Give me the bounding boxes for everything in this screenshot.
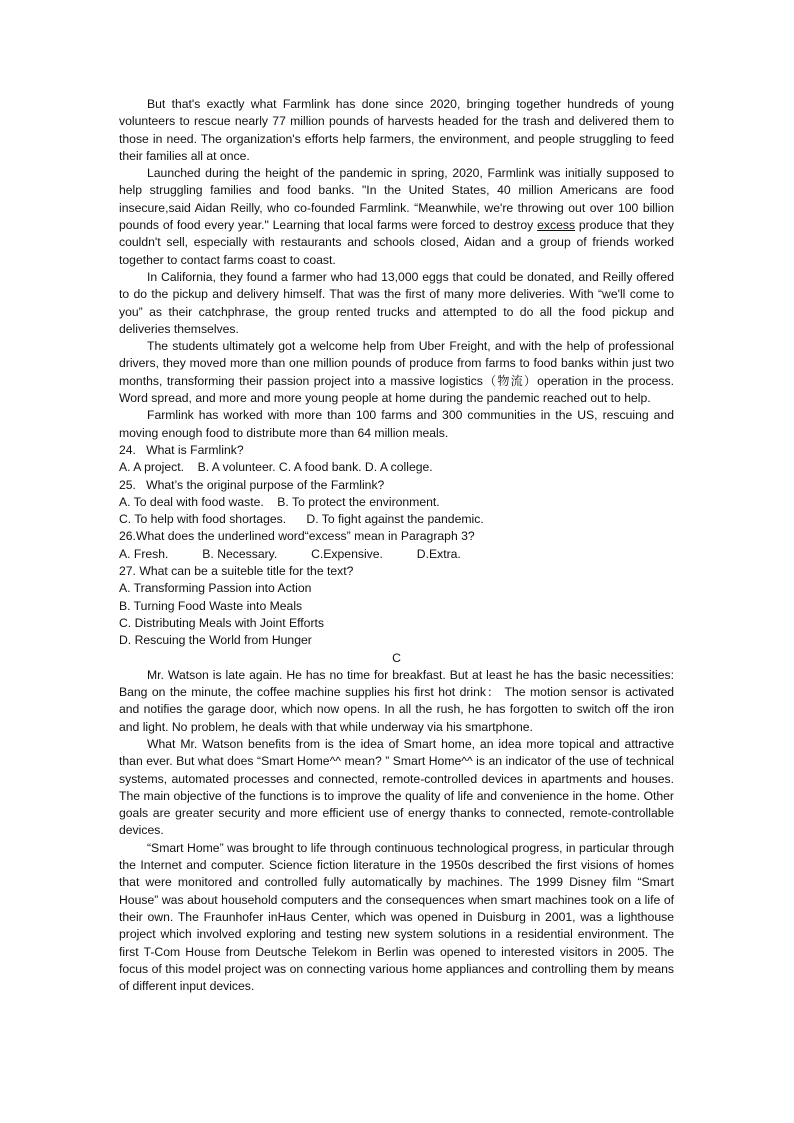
question-25-options-cd: C. To help with food shortages. D. To fight against the pandemic. <box>119 512 484 527</box>
section-c-heading: C <box>392 650 401 665</box>
question-26: 26.What does the underlined word“excess” mean in Paragraph 3? <box>119 529 475 544</box>
question-26-options: A. Fresh. B. Necessary. C.Expensive. D.Extra. <box>119 546 461 561</box>
question-25: 25. What’s the original purpose of the Farmlink? <box>119 477 385 492</box>
passage-b-paragraph-4: The students ultimately got a welcome help from Uber Freight, and with the help of professional drivers, they moved more than one million pounds of produce from farms to food banks within just two months, transforming their passion project into a massive logistics（物流）operation in the process. Word spread, and more and more young people at home during the pandemic reached out to help. <box>119 339 674 406</box>
passage-b-paragraph-3: In California, they found a farmer who had 13,000 eggs that could be donated, and Reilly offered to do the pickup and delivery himself. That was the first of many more deliveries. With “we'll come to you” as their catchphrase, the group rented trucks and attempted to do all the food pickup and deliveries themselves. <box>119 269 674 336</box>
document-page <box>119 96 674 995</box>
question-27-option-c: C. Distributing Meals with Joint Efforts <box>119 615 325 630</box>
question-27-option-a: A. Transforming Passion into Action <box>119 581 312 596</box>
passage-b-paragraph-5: Farmlink has worked with more than 100 farms and 300 communities in the US, rescuing and moving enough food to distribute more than 64 million meals. <box>119 408 674 440</box>
passage-c-paragraph-2: What Mr. Watson benefits from is the idea of Smart home, an idea more topical and attractive than ever. But what does “Smart Home^^ mean? ” Smart Home^^ is an indicator of the use of technical systems, automated processes and connected, remote-controlled devices in apartments and houses. The main objective of the functions is to improve the quality of life and convenience in the home. Other goals are greater security and more efficient use of energy thanks to connected, remote-controllable devices. <box>119 736 674 838</box>
passage-c-paragraph-1: Mr. Watson is late again. He has no time for breakfast. But at least he has the basic necessities: Bang on the minute, the coffee machine supplies his first hot drink： The motion sensor is activated and notifies the garage door, which now opens. In all the rush, he has forgotten to switch off the iron and light. No problem, he deals with that while underway via his smartphone. <box>119 667 674 734</box>
question-24-options: A. A project. B. A volunteer. C. A food bank. D. A college. <box>119 460 433 475</box>
question-27: 27. What can be a suiteble title for the text? <box>119 564 354 579</box>
question-27-option-b: B. Turning Food Waste into Meals <box>119 598 303 613</box>
passage-b-paragraph-1: But that's exactly what Farmlink has done since 2020, bringing together hundreds of young volunteers to rescue nearly 77 million pounds of harvests headed for the trash and delivered them to those in need. The organization's efforts help farmers, the environment, and people struggling to feed their families all at once. <box>119 97 674 163</box>
paragraph-2-rest: produce that they couldn't sell, especially with restaurants and schools closed, Aidan and a group of friends worked together to contact farms coast to coast. <box>119 218 674 267</box>
question-25-options-ab: A. To deal with food waste. B. To protect the environment. <box>119 494 440 509</box>
underlined-word-excess: excess <box>537 218 576 233</box>
passage-b-paragraph-2 <box>119 165 674 269</box>
question-27-option-d: D. Rescuing the World from Hunger <box>119 633 312 648</box>
passage-c-paragraph-3: “Smart Home” was brought to life through continuous technological progress, in particular through the Internet and computer. Science fiction literature in the 1950s described the first visions of homes that were monitored and controlled fully automatically by machines. The 1999 Disney film “Smart House” was about household computers and the consequences when smart machines took on a life of their own. The Fraunhofer inHaus Center, which was opened in Duisburg in 2001, was a lighthouse project which involved exploring and testing new system solutions in a residential environment. The first T-Com House from Deutsche Telekom in Berlin was opened to interested visitors in 2005. The focus of this model project was on connecting various home appliances and controlling them by means of different input devices. <box>119 840 674 994</box>
paragraph-2-text: Launched during the height of the pandemic in spring, 2020, Farmlink was initially supposed to help struggling families and food banks. "In the United States, 40 million Americans are food insecure,said Aidan Reilly, who co-founded Farmlink. “Meanwhile, we're throwing out over 100 billion pounds of food every year." Learning that local farms were forced to destroy <box>119 166 674 233</box>
question-24: 24. What is Farmlink? <box>119 442 244 457</box>
